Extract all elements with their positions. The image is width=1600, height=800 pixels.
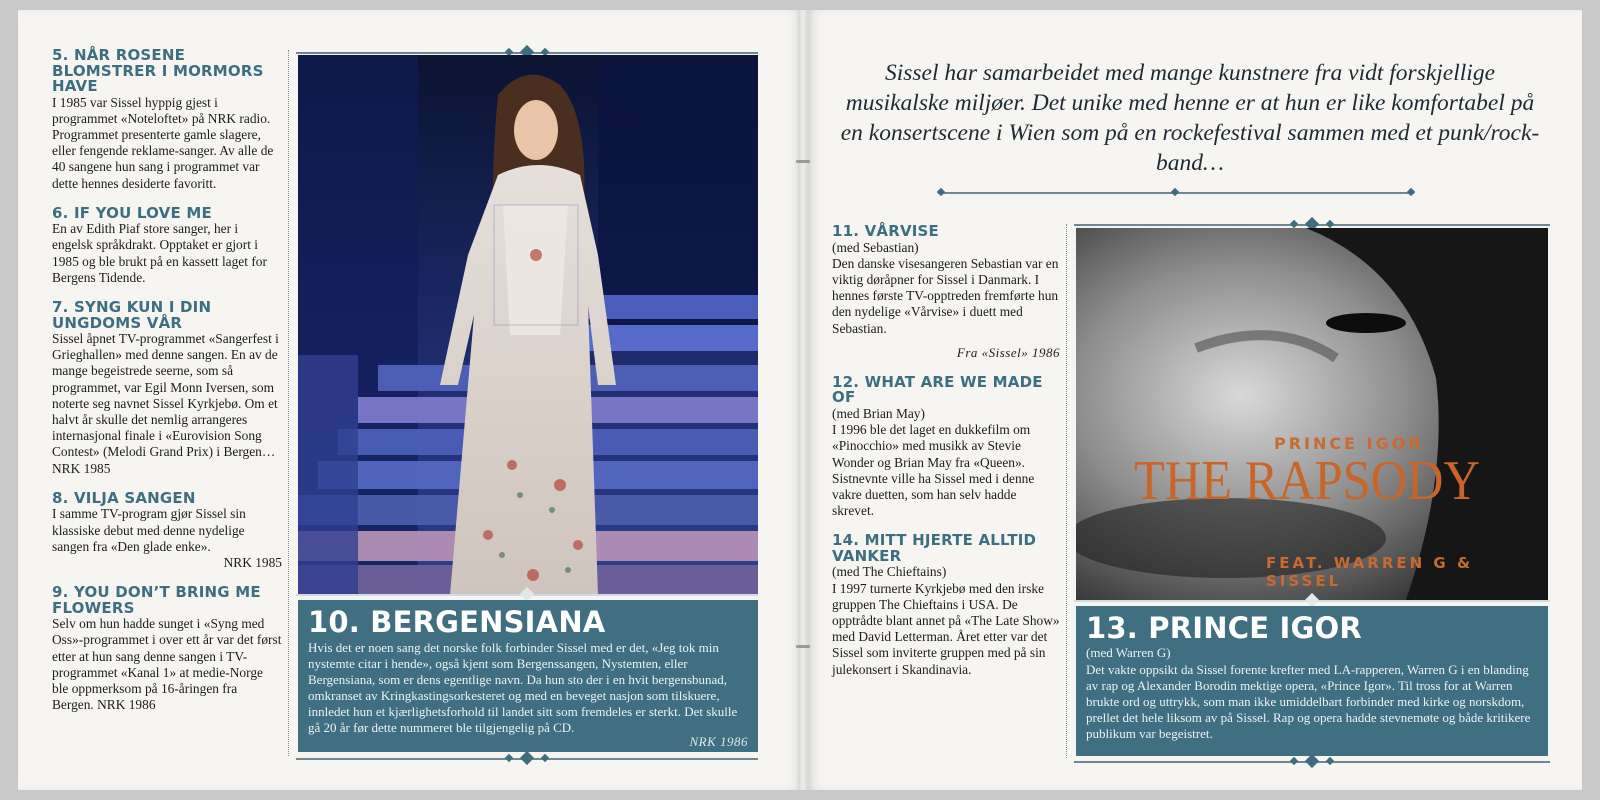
cover-bottom-ornament [1074,759,1550,765]
staple-bottom [796,645,810,648]
song-title: 14. MITT HJERTE ALLTID VANKER [832,531,1037,565]
song-description: Den danske visesangeren Sebastian var en viktig døråpner for Sissel i Danmark. I hennes første TV-opptreden fremførte hun den nydelige «Vårvise» i duett med Sebastian. [832,255,1059,336]
quote-divider [938,190,1414,196]
song-collaborator: (med The Chieftains) [832,564,947,580]
song-entry-8 [52,488,282,571]
feature-title: 10. BERGENSIANA [308,605,606,639]
prince-igor-caption [1076,606,1548,756]
song-entry-7 [52,300,282,477]
bottom-ornament [296,756,758,762]
song-collaborator: (med Brian May) [832,405,925,421]
singer-on-stage-image [298,55,758,595]
bergensiana-caption [298,600,758,752]
song-entry-12 [832,372,1060,519]
staple-top [796,160,810,163]
feature-description: Hvis det er noen sang det norske folk forbinder Sissel med er det, «Jeg tok min nystemte citar i hende», også kjent som Bergenssangen, Nystemten, eller Bergensiana, som er dens egentlige navn. Da hun sto der i en hvit bergensbunad, omkranset av Kringkastingsorkesteret og med en beveget nasjon som tilskuere, innledet hun et kjærlighetsforhold til landet sitt som fremdeles er sterkt. Det skulle gå 20 år før dette nummeret ble tilgjengelig på CD. [308,640,738,735]
song-source: NRK 1985 [223,554,282,570]
feature-credit: NRK 1986 [689,734,748,749]
song-title: 11. VÅRVISE [832,222,940,240]
song-title: 9. YOU DON’T BRING ME FLOWERS [52,583,261,617]
column-divider [288,50,289,756]
column-divider-right [1066,224,1067,758]
cover-main-title: THE RAPSODY [1134,450,1480,512]
concert-photo [298,55,758,595]
song-collaborator: (med Sebastian) [832,239,919,255]
cover-bottom-line: FEAT. WARREN G & SISSEL [1266,554,1474,590]
intro-quote: Sissel har samarbeidet med mange kunstnere fra vidt forskjellige musikalske miljøer. Det unike med henne er at hun er like komfortabel på en konsertscene i Wien som på en rockefestival sammen med et punk/rock-band… [840,60,1540,176]
song-title: 7. SYNG KUN I DIN UNGDOMS VÅR [52,298,212,332]
song-title: 12. WHAT ARE WE MADE OF [832,372,1043,407]
song-entry-5 [52,48,282,192]
song-entry-6 [52,203,282,286]
feature-collaborator: (med Warren G) [1086,645,1171,660]
right-song-column [832,224,1060,692]
feature-description: Det vakte oppsikt da Sissel forente krefter med LA-rapperen, Warren G i en blanding av rap og Alexander Borodin mektige opera, «Prince Igor». Til tross for at Warren brukte ord og uttrykk, som man ikke umiddelbart forbinder med kirke og norskdom, prellet det hele liksom av på Sissel. Rap og opera hadde stevnemøte og både kritikere publikum var begeistret. [1086,662,1531,741]
cover-top-line: PRINCE IGOR [1274,434,1424,453]
song-description: Sissel åpnet TV-programmet «Sangerfest i Grieghallen» med denne sangen. En av de mange begeistrede seerne, som så programmet, var Egil Monn Iversen, som noterte seg navnet Sissel Kyrkjebø. Om et halvt år skulle det nemlig arrangeres internasjonal finale i «Eurovision Song Contest» (Melodi Grand Prix) i Bergen… NRK 1985 [52,331,279,476]
caption-ornament [296,592,758,598]
song-credit: Fra «Sissel» 1986 [956,344,1060,360]
song-description: I 1997 turnerte Kyrkjebø med den irske gruppen The Chieftains i USA. De opptrådte blant annet på «The Late Show» med David Letterman. Året etter var det Sissel som inviterte gruppen med på sin julekonsert i Skandinavia. [832,580,1060,677]
cover-portrait-image [1076,228,1548,600]
song-description: I 1985 var Sissel hyppig gjest i programmet «Noteloftet» på NRK radio. Programmet presenterte gamle slagere, eller fengende reklame-sanger. Av alle de 40 sangene hun sang i programmet var dette hennes desiderte favoritt. [52,94,274,191]
song-title: 6. IF YOU LOVE ME [52,203,212,222]
song-title: 8. VILJA SANGEN [52,488,196,507]
song-entry-14 [832,533,1060,677]
left-song-column [52,48,282,727]
song-description: En av Edith Piaf store sanger, her i engelsk språkdrakt. Opptaket er gjort i 1985 og ble brukt på en kassett laget for Bergens Tidende. [52,221,267,285]
rapsody-cover [1076,228,1548,600]
song-description: Selv om hun hadde sunget i «Syng med Oss»-programmet i over ett år var det først etter at hun sang denne sangen i TV-programmet «Kanal 1» at medie-Norge ble oppmerksom på 16-åringen fra Bergen. NRK 1986 [52,616,282,713]
song-description: I 1996 ble det laget en dukkefilm om «Pinocchio» med musikk av Stevie Wonder og Brian May fra «Queen». Sistnevnte ville ha Sissel med i denne vakre duetten, som han selv hadde skrevet. [832,422,1035,519]
feature-title: 13. PRINCE IGOR [1086,611,1362,645]
booklet-gutter [798,10,808,790]
song-entry-11 [832,224,1060,361]
cover-caption-ornament [1074,598,1550,604]
song-title: 5. NÅR ROSENE BLOMSTRER I MORMORS HAVE [52,46,264,95]
song-description: I samme TV-program gjør Sissel sin klassiske debut med denne nydelige sangen fra «Den glade enke». [52,506,246,554]
song-entry-9 [52,585,282,713]
